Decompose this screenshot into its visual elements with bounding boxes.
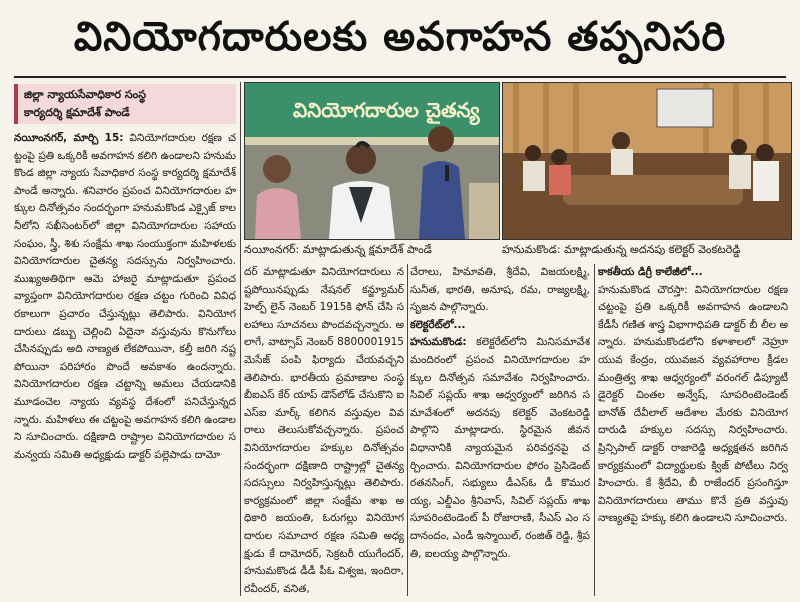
collectorate-text: కలెక్టరేట్‌లోని మినిసమావేశ మందిరంలో ప్రపంచ వినియోగదారుల హక్కుల దినోత్సవ సమావేశం నిర్వహించారు. సివిల్ సప్లయ్ శాఖ ఆధ్వర్యంలో జరిగిన సమావేశంలో అదనపు కలెక్టర్ వెంకటరెడ్డి పాల్గొని మాట్లాడారు. స్థిరమైన జీవన విధానానికి న్యాయమైన పరివర్తనపై చర్చించారు. వినియోగదారుల ఫోరం ప్రెసిడెంట్ రతనసింగ్, సభ్యులు డీఎస్ఓ డీ కొమురయ్య, ఎల్డీఎం శ్రీనివాస్, సివిల్ సప్లయ్ శాఖ సూపరింటెండెంట్ పీ రోజారాణి, సీఎస్ ఎం సదానందం, ఎండీ ఇస్మాయిల్, రంజిత్ రెడ్డి, శ్రీపతి, ఐలయ్య పాల్గొన్నారు. xyxy=(410,336,590,560)
photo-speakers xyxy=(244,82,500,240)
article-column-2-text: దర్ మాట్లాడుతూ వినియోగదారులు నష్టపోయినప్పుడు నేషనల్ కన్జ్యూమర్ హెల్ప్ లైన్ నెంబర్ 1915కి ఫోన్ చేసి సలహాలు సూచనలు పొందవచ్చన్నారు. అలాగే, వాట్సాప్ నెంబర్ 8800001915 మెసేజ్ పంపి ఫిర్యాదు చేయవచ్చని తెలిపారు. భారతీయ ప్రమాణాల సంస్థ బీఐఎస్ కేర్ యాప్ డౌన్‌లోడ్ చేసుకొని ఐఎస్ఐ మార్క్ కలిగిన వస్తువుల వివరాలు తెలుసుకోవచ్చన్నారు. ప్రపంచ వినియోగదారుల హక్కుల దినోత్సవం సందర్భంగా దక్షిణాది రాష్ట్రాల్లో చైతన్య సదస్సులు నిర్వహిస్తున్నట్లు తెలిపారు. కార్యక్రమంలో జిల్లా సంక్షేమ శాఖ అధికారి జయంతి, ఓరుగల్లు వినియోగదారుల సమాచార రక్షణ సమితి అధ్యక్షుడు కే దామోదర్, సెక్రటరీ యుగేందర్, హనుమకొండ డీడీ పీఓ విశ్వజ, ఇందిరా, రవీందర్, వనిత, xyxy=(244,266,404,595)
photo-meeting xyxy=(502,82,792,240)
photo-meeting-illustration xyxy=(503,83,791,239)
article-column-1 xyxy=(14,130,236,596)
collectorate-heading: కలెక్టరేట్‌లో... xyxy=(410,318,466,331)
article-column-3-top: చేరాలు, హిమావతి, శ్రీదేవి, విజయలక్ష్మి, సునీత, భారతి, అనూష, రమ, రాజ్యలక్ష్మి, సృజన పాల్గొన్నారు. xyxy=(410,266,590,314)
headline-rule xyxy=(14,76,786,78)
headline: వినియోగదారులకు అవగాహన తప్పనిసరి xyxy=(73,14,727,60)
collectorate-dateline: హనుమకొండ: xyxy=(410,336,467,349)
article-column-1-text: వినియోగదారుల రక్షణ చట్టంపై ప్రతి ఒక్కరికీ అవగాహన కలిగి ఉండాలని హనుమకొండ జిల్లా న్యాయ సేవాధికార సంస్థ కార్యదర్శి క్షమాదేశ్ పాండే అన్నారు. శనివారం ప్రపంచ వినియోగదారుల హక్కుల దినోత్సవం సందర్భంగా హనుమకొండ ఎక్సైజ్ కాలనీలోని సఖీసెంటర్‌లో జిల్లా వినియోగదారుల సహాయ సంఘం, స్త్రీ, శిశు సంక్షేమ శాఖ సంయుక్తంగా మహిళలకు వినియోగదారుల చైతన్య సదస్సును నిర్వహించారు. ముఖ్యఅతిథిగా ఆమె హాజరై మాట్లాడుతూ ప్రపంచవ్యాప్తంగా వినియోగదారుల రక్షణ చట్టం గురించి వివిధ రకాలుగా ప్రచారం చేస్తున్నట్లు తెలిపారు. వినియోగదారులు డబ్బు చెల్లించి ఏదైనా వస్తువును కొనుగోలు చేసినప్పుడు అది నాణ్యత లేకపోయినా, కల్తీ జరిగి నష్టపోయినా పరిహారం పొందే అవకాశం ఉందన్నారు. వినియోగదారుల రక్షణ చట్టాన్ని అమలు చేయడానికి మూడంచెల న్యాయ వ్యవస్థ దేశంలో పనిచేస్తున్నదన్నారు. మహిళలు ఈ చట్టంపై అవగాహన కలిగి ఉండాలని సూచించారు. దక్షిణాది రాష్ట్రాల వినియోగదారుల సమన్వయ సమితి అధ్యక్షుడు డాక్టర్ పల్లెపాడు దామో xyxy=(14,132,236,461)
photo-banner-text: వినియోగదారుల చైతన్య xyxy=(293,98,480,122)
column-divider-1 xyxy=(240,82,241,596)
photo-speakers-caption: నయీంనగర్‌: మాట్లాడుతున్న క్షమాదేశ్ పాండే xyxy=(244,243,432,256)
article-column-2 xyxy=(244,264,404,596)
column-divider-2 xyxy=(407,264,408,596)
column-divider-3 xyxy=(594,264,595,596)
byline-line-2: కార్యదర్శి క్షమాదేశ్ పాండే xyxy=(24,106,130,119)
article-column-3 xyxy=(410,264,590,596)
college-heading: కాకతీయ డిగ్రీ కాలేజీలో... xyxy=(598,266,703,278)
article-dateline: నయీంనగర్‌, మార్చి 15: xyxy=(14,132,124,144)
photo-meeting-caption: హనుమకొండ: మాట్లాడుతున్న అదనపు కలెక్టర్ వెంకటరెడ్డి xyxy=(502,243,741,256)
byline-line-1: జిల్లా న్యాయసేవాధికార సంస్థ xyxy=(24,88,146,101)
photo-speakers-illustration xyxy=(245,83,499,239)
college-text: హనుమకొండ చౌరస్తా: వినియోగదారుల రక్షణ చట్టంపై ప్రతి ఒక్కరికీ అవగాహన ఉండాలని కేడీసీ గణిత శాస్త్ర విభాగాధిపతి డాక్టర్ బీ లీల అన్నారు. హనుమకొండలోని కళాశాలలో నెహ్రూ యువ కేంద్రం, యువజన వ్యవహారాల క్రీడల మంత్రిత్వ శాఖ ఆధ్వర్యంలో వరంగల్ డిప్యూటీ డైరెక్టర్ చింతల అన్వేష్, సూపరింటెండెంట్ బానోత్ దేవీలాల్ ఆదేశాల మేరకు వినియోగదారుడి హక్కుల సదస్సు నిర్వహించారు. ప్రిన్సిపాల్ డాక్టర్ రాజారెడ్డి అధ్యక్షతన జరిగిన కార్యక్రమంలో విద్యార్థులకు క్విజ్ పోటీలు నిర్వహించారు. కే శ్రీదేవి, బీ రాజేందర్ ప్రసంగిస్తూ వినియోగదారులు తాము కొనే ప్రతి వస్తువు నాణ్యతపై హక్కు కలిగి ఉండాలని సూచించారు. xyxy=(598,283,788,525)
article-column-4 xyxy=(598,264,788,596)
byline-box xyxy=(14,84,236,124)
